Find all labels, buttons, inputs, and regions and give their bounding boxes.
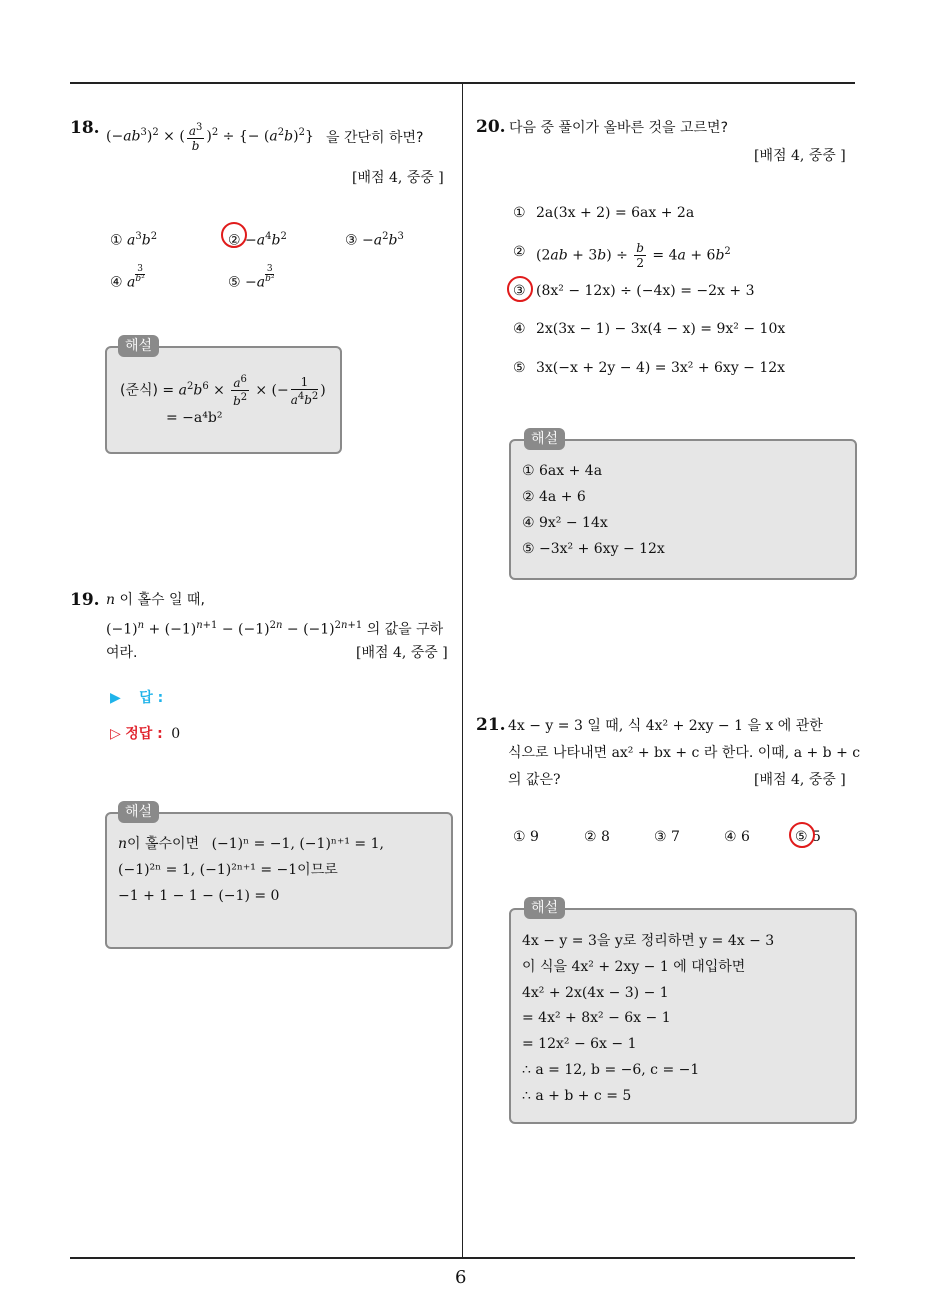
q20-choice-3[interactable]: (8x² − 12x) ÷ (−4x) = −2x + 3 (536, 283, 755, 299)
q18-choice-4[interactable]: ④ a $\frac{3}{\text{b²}}$ (110, 264, 145, 291)
q20-question: 다음 중 풀이가 올바른 것을 고르면? (509, 120, 729, 136)
q18-expression: $(-ab^3)^2$ × ( $\frac{a^3}{b}$ )$^2$ ÷ {− $(a^2b)^2$} (106, 121, 314, 153)
q19-correct-row (110, 724, 180, 744)
q21-solution-line: = 12x² − 6x − 1 (522, 1036, 637, 1052)
play-icon: ▶ (110, 690, 121, 706)
q21-solution-label: 해설 (524, 897, 565, 919)
q21-solution-line: ∴ a + b + c = 5 (522, 1088, 632, 1104)
bottom-rule (70, 1257, 855, 1259)
q20-solution-label: 해설 (524, 428, 565, 450)
q21-choice-4[interactable]: ④ 6 (724, 829, 750, 845)
q18-selected-mark (221, 222, 247, 248)
q20-solution-line: ② 4a + 6 (522, 489, 586, 505)
q18-solution-label: 해설 (118, 335, 159, 357)
q20-number: 20. (476, 117, 506, 137)
q21-line1: 4x − y = 3 일 때, 식 4x² + 2xy − 1 을 x 에 관한 (508, 718, 823, 734)
q21-line2: 식으로 나타내면 ax² + bx + c 라 한다. 이때, a + b + c (508, 745, 861, 761)
q20-choice-1[interactable]: 2a(3x + 2) = 6ax + 2a (536, 205, 695, 221)
q20-solution-line: ④ 9x² − 14x (522, 515, 608, 531)
q20-selected-mark (507, 276, 533, 302)
q19-number: 19. (70, 590, 100, 610)
q21-choice-2[interactable]: ② 8 (584, 829, 610, 845)
q19-solution-line3: −1 + 1 − 1 − (−1) = 0 (118, 888, 280, 904)
q20-meta: [배점 4, 중중 ] (754, 148, 846, 164)
q19-line1: n 이 홀수 일 때, (106, 592, 205, 608)
page-number: 6 (455, 1267, 467, 1288)
correct-answer-label: 정답 : (125, 726, 163, 742)
q20-choice-2[interactable]: (2ab + 3b) ÷ $\frac{b}{2}$ = $4a + 6b^2$ (536, 241, 731, 271)
q21-meta: [배점 4, 중중 ] (754, 772, 846, 788)
q18-solution-line2: = −a⁴b² (166, 410, 223, 426)
q21-line3: 의 값은? (508, 772, 561, 788)
outline-play-icon: ▷ (110, 726, 121, 742)
q19-line2: $(-1)^n + (-1)^{n+1} - (-1)^{2n} - (-1)^{2n+1}$ 의 값을 구하 (106, 620, 444, 638)
q20-choice-4[interactable]: 2x(3x − 1) − 3x(4 − x) = 9x² − 10x (536, 321, 786, 337)
q21-solution-line: 4x² + 2x(4x − 3) − 1 (522, 985, 669, 1001)
q21-solution-line: 이 식을 4x² + 2xy − 1 에 대입하면 (522, 959, 746, 975)
q18-number: 18. (70, 118, 100, 138)
q20-choice-3-mark: ③ (513, 283, 526, 299)
q21-solution-line: 4x − y = 3을 y로 정리하면 y = 4x − 3 (522, 933, 775, 949)
q21-solution-line: = 4x² + 8x² − 6x − 1 (522, 1010, 671, 1026)
q19-solution-line1: n이 홀수이면 (−1)ⁿ = −1, (−1)ⁿ⁺¹ = 1, (118, 836, 384, 852)
q19-solution-line2: (−1)²ⁿ = 1, (−1)²ⁿ⁺¹ = −1이므로 (118, 862, 338, 878)
q20-solution-line: ① 6ax + 4a (522, 463, 603, 479)
q18-choice-3[interactable]: ③ $-a^2b^3$ (345, 231, 404, 249)
q18-instruction: 을 간단히 하면? (326, 130, 424, 146)
q21-number: 21. (476, 715, 506, 735)
q18-choice-2[interactable]: ② $-a^4b^2$ (228, 231, 287, 249)
q21-choice-1[interactable]: ① 9 (513, 829, 539, 845)
q19-line3: 여라. (106, 645, 138, 661)
answer-label: 답 : (139, 690, 164, 706)
q20-choice-2-mark: ② (513, 244, 526, 260)
q20-choice-5-mark: ⑤ (513, 360, 526, 376)
q20-solution-line: ⑤ −3x² + 6xy − 12x (522, 541, 665, 557)
q21-solution-line: ∴ a = 12, b = −6, c = −1 (522, 1062, 700, 1078)
q19-meta: [배점 4, 중중 ] (356, 645, 448, 661)
q18-choice-5[interactable]: ⑤ −a $\frac{3}{\text{b²}}$ (228, 264, 275, 291)
correct-answer-value: 0 (171, 726, 181, 742)
q21-selected-mark (789, 822, 815, 848)
column-divider (462, 84, 463, 1258)
q20-choice-4-mark: ④ (513, 321, 526, 337)
q19-solution-box (105, 812, 453, 949)
q21-choice-3[interactable]: ③ 7 (654, 829, 680, 845)
q18-solution-line1: (준식) = $a^2b^6$ × $\frac{a^6}{b^2}$ × (− $\frac{1}{a^4b^2}$ ) (120, 374, 326, 409)
q21-choice-5[interactable]: ⑤ 5 (795, 829, 821, 845)
q18-meta: [배점 4, 중중 ] (352, 170, 444, 186)
q20-choice-1-mark: ① (513, 205, 526, 221)
q18-choice-1[interactable]: ① $a^3b^2$ (110, 231, 158, 249)
q20-choice-5[interactable]: 3x(−x + 2y − 4) = 3x² + 6xy − 12x (536, 360, 786, 376)
q19-solution-label: 해설 (118, 801, 159, 823)
q19-answer-row[interactable] (110, 688, 163, 708)
